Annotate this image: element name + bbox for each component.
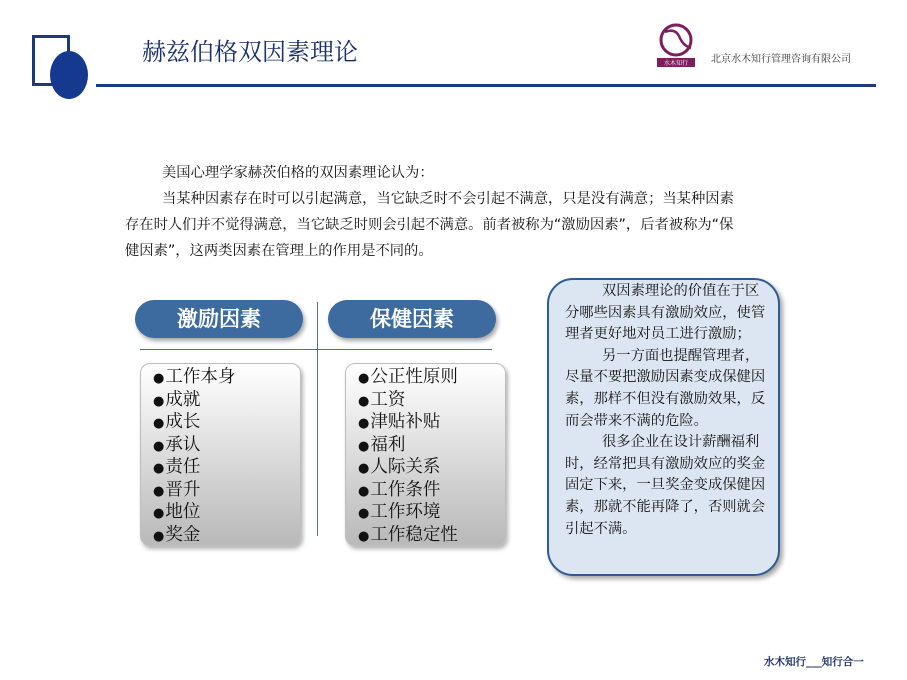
intro-text xyxy=(125,160,745,264)
intro-line1: 美国心理学家赫茨伯格的双因素理论认为： xyxy=(162,165,434,181)
list-item: ●责任 xyxy=(153,457,201,477)
list-item: ●晋升 xyxy=(153,479,201,500)
hygiene-list xyxy=(345,363,506,546)
list-item: ●奖金 xyxy=(153,524,201,545)
panel-paragraph-1: 双因素理论的价值在于区分哪些因素具有激励效应，使管理者更好地对员工进行激励； xyxy=(565,283,766,343)
list-item: ●公正性原则 xyxy=(358,367,458,387)
company-name: 北京水木知行管理咨询有限公司 xyxy=(711,54,851,65)
list-item: ●工作环境 xyxy=(358,502,441,522)
motivators-title: 激励因素 xyxy=(135,300,303,338)
list-item: ●津贴补贴 xyxy=(358,412,441,432)
list-item: ●福利 xyxy=(358,434,406,455)
value-panel-text xyxy=(565,281,770,540)
list-item: ●工作本身 xyxy=(153,367,236,387)
list-item: ●地位 xyxy=(153,502,201,522)
hygiene-title: 保健因素 xyxy=(328,300,496,338)
list-item: ●承认 xyxy=(153,434,201,455)
list-item: ●工作稳定性 xyxy=(358,524,458,545)
list-item: ●人际关系 xyxy=(358,457,441,477)
vertical-divider xyxy=(317,302,318,536)
list-item: ●成就 xyxy=(153,389,201,410)
intro-paragraph: 当某种因素存在时可以引起满意，当它缺乏时不会引起不满意，只是没有满意；当某种因素存在时人们并不觉得满意，当它缺乏时则会引起不满意。前者被称为“激励因素”，后者被称为“保健因素”，这两类因素在管理上的作用是不同的。 xyxy=(125,191,734,259)
header-circle-decoration xyxy=(50,51,88,99)
header-divider xyxy=(96,84,876,87)
motivators-list xyxy=(140,363,301,546)
footer-slogan: 水木知行___知行合一 xyxy=(764,656,864,668)
logo-text: 水木知行 xyxy=(663,60,689,67)
page-title: 赫兹伯格双因素理论 xyxy=(142,38,358,66)
company-logo-icon xyxy=(655,22,697,68)
list-item: ●工作条件 xyxy=(358,479,441,500)
list-item: ●成长 xyxy=(153,412,201,432)
panel-paragraph-3: 很多企业在设计薪酬福利时，经常把具有激励效应的奖金固定下来，一旦奖金变成保健因素，那就不能再降了，否则就会引起不满。 xyxy=(565,434,766,537)
panel-paragraph-2: 另一方面也提醒管理者，尽量不要把激励因素变成保健因素，那样不但没有激励效果，反而会带来不满的危险。 xyxy=(565,347,766,429)
list-item: ●工资 xyxy=(358,389,406,410)
horizontal-divider xyxy=(140,349,492,350)
